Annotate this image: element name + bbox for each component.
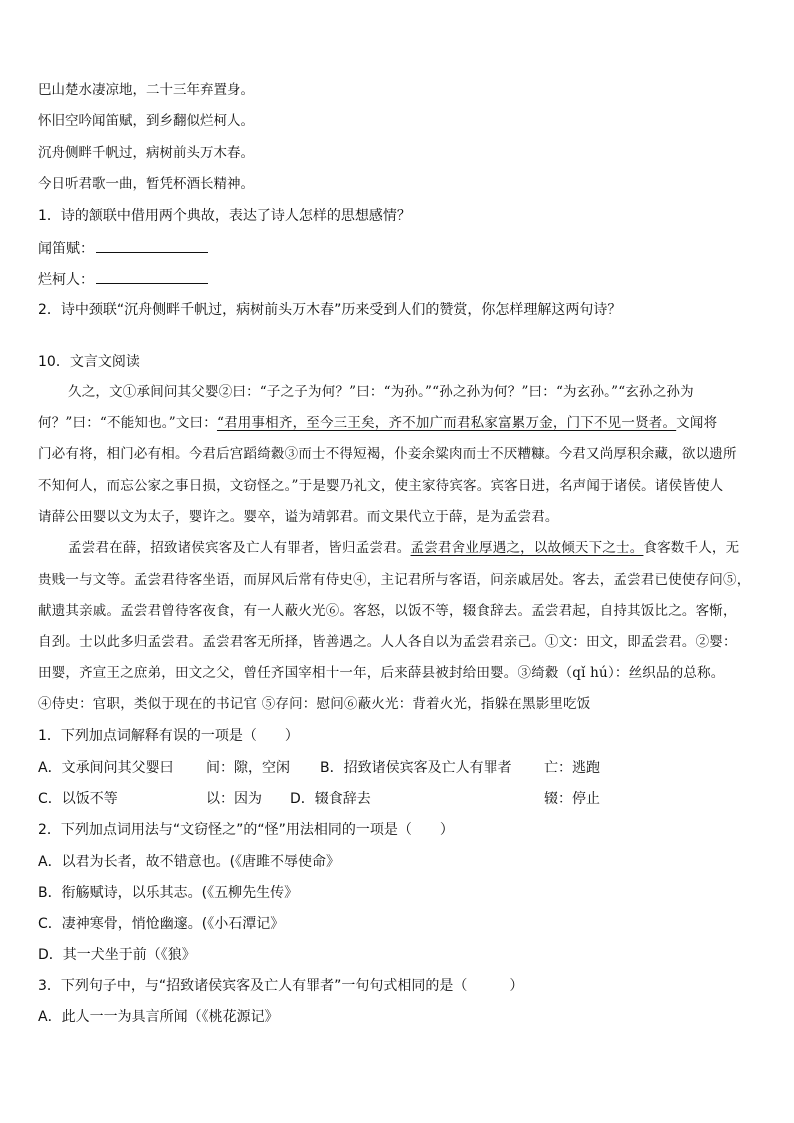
passage-line: 贵贱一与文等。孟尝君待客坐语，而屏风后常有侍史④，主记君所与客语，问亲戚居处。客去，孟尝君已使使存问⑤， xyxy=(38,572,751,588)
passage-line: ④侍史：官职，类似于现在的书记官 ⑤存问：慰问⑥蔽火光：背着火光，指躲在黑影里吃饭 xyxy=(38,696,591,712)
underlined-sentence: “君用事相齐，至今三王矣，齐不加广而君私家富累万金，门下不见一贤者。 xyxy=(216,415,677,431)
passage-line xyxy=(68,542,766,556)
answer-blank[interactable] xyxy=(96,240,208,253)
question-1-stem: 1．下列加点词解释有误的一项是（ ） xyxy=(38,728,299,744)
passage-line xyxy=(38,417,766,431)
option-a-gloss: 间：隙，空闲 xyxy=(206,760,290,776)
answer-blank[interactable] xyxy=(96,271,208,284)
passage-text: 食客数千人，无 xyxy=(643,540,740,556)
blank-label: 闻笛赋： xyxy=(38,241,94,257)
question-1-options-row1 xyxy=(38,761,766,775)
option-c[interactable]: C．凄神寒骨，悄怆幽邃。(《小石潭记》 xyxy=(38,916,285,932)
passage-line: 献遗其亲戚。孟尝君曾待客夜食，有一人蔽火光⑥。客怒，以饭不等，辍食辞去。孟尝君起，自持其饭比之。客惭， xyxy=(38,603,737,619)
section-title: 10．文言文阅读 xyxy=(38,354,140,370)
poem-line-4: 今日听君歌一曲，暂凭杯酒长精神。 xyxy=(38,176,254,192)
poem-line-2: 怀旧空吟闻笛赋，到乡翻似烂柯人。 xyxy=(38,113,254,129)
passage-text: 何？”曰：“不能知也。”文曰： xyxy=(38,415,217,431)
answer-line-lankeren xyxy=(38,271,766,287)
question-3-stem: 3．下列句子中，与“招致诸侯宾客及亡人有罪者”一句句式相同的是（ ） xyxy=(38,978,524,994)
option-b[interactable]: B．衔觞赋诗，以乐其志。(《五柳先生传》 xyxy=(38,885,299,901)
answer-line-wendifu xyxy=(38,240,766,256)
option-a[interactable]: A．此人一一为具言所闻（《桃花源记》 xyxy=(38,1009,279,1025)
poem-question-1: 1．诗的颔联中借用两个典故，表达了诗人怎样的思想感情？ xyxy=(38,208,411,224)
question-1-options-row2 xyxy=(38,792,766,806)
option-d-gloss: 辍：停止 xyxy=(544,791,600,807)
poem-line-1: 巴山楚水凄凉地，二十三年弃置身。 xyxy=(38,82,254,98)
blank-label: 烂柯人： xyxy=(38,272,94,288)
passage-line: 自刭。士以此多归孟尝君。孟尝君客无所择，皆善遇之。人人各自以为孟尝君亲己。①文：田文，即孟尝君。②婴： xyxy=(38,634,737,650)
question-2-stem: 2．下列加点词用法与“文窃怪之”的“怪”用法相同的一项是（ ） xyxy=(38,822,454,838)
passage-line: 请薛公田婴以文为太子，婴许之。婴卒，谥为靖郭君。而文果代立于薛，是为孟尝君。 xyxy=(38,509,559,525)
passage-text: 文闻将 xyxy=(676,415,718,431)
option-d[interactable]: D．辍食辞去 xyxy=(290,791,371,807)
passage-line: 门必有将，相门必有相。今君后宫蹈绮縠③而士不得短褐，仆妾余粱肉而士不厌糟糠。今君又尚厚积余藏，欲以遗所 xyxy=(38,446,737,462)
option-c[interactable]: C．以饭不等 xyxy=(38,791,118,807)
option-a[interactable]: A．以君为长者，故不错意也。(《唐雎不辱使命》 xyxy=(38,854,341,870)
option-b[interactable]: B．招致诸侯宾客及亡人有罪者 xyxy=(320,760,512,776)
underlined-sentence: 孟尝君舍业厚遇之，以故倾天下之士。 xyxy=(410,540,644,556)
option-d[interactable]: D．其一犬坐于前（《狼》 xyxy=(38,947,196,963)
passage-line: 田婴，齐宣王之庶弟，田文之父，曾任齐国宰相十一年，后来薛县被封给田婴。③绮縠（qǐ hú）：丝织品的总称。 xyxy=(38,665,725,681)
option-c-gloss: 以：因为 xyxy=(206,791,262,807)
passage-line: 久之，文①承间问其父婴②曰：“子之子为何？”曰：“为孙。”“孙之孙为何？”曰：“为玄孙。”“玄孙之孙为 xyxy=(68,384,694,400)
passage-line: 不知何人，而忘公家之事日损，文窃怪之。”于是婴乃礼文，使主家待宾客。宾客日进，名声闻于诸侯。诸侯皆使人 xyxy=(38,478,724,494)
poem-question-2: 2．诗中颈联“沉舟侧畔千帆过，病树前头万木春”历来受到人们的赞赏，你怎样理解这两句诗？ xyxy=(38,302,622,318)
option-b-gloss: 亡：逃跑 xyxy=(544,760,600,776)
option-a[interactable]: A．文承间问其父婴曰 xyxy=(38,760,174,776)
passage-text: 孟尝君在薛，招致诸侯宾客及亡人有罪者，皆归孟尝君。 xyxy=(68,540,411,556)
poem-line-3: 沉舟侧畔千帆过，病树前头万木春。 xyxy=(38,145,254,161)
